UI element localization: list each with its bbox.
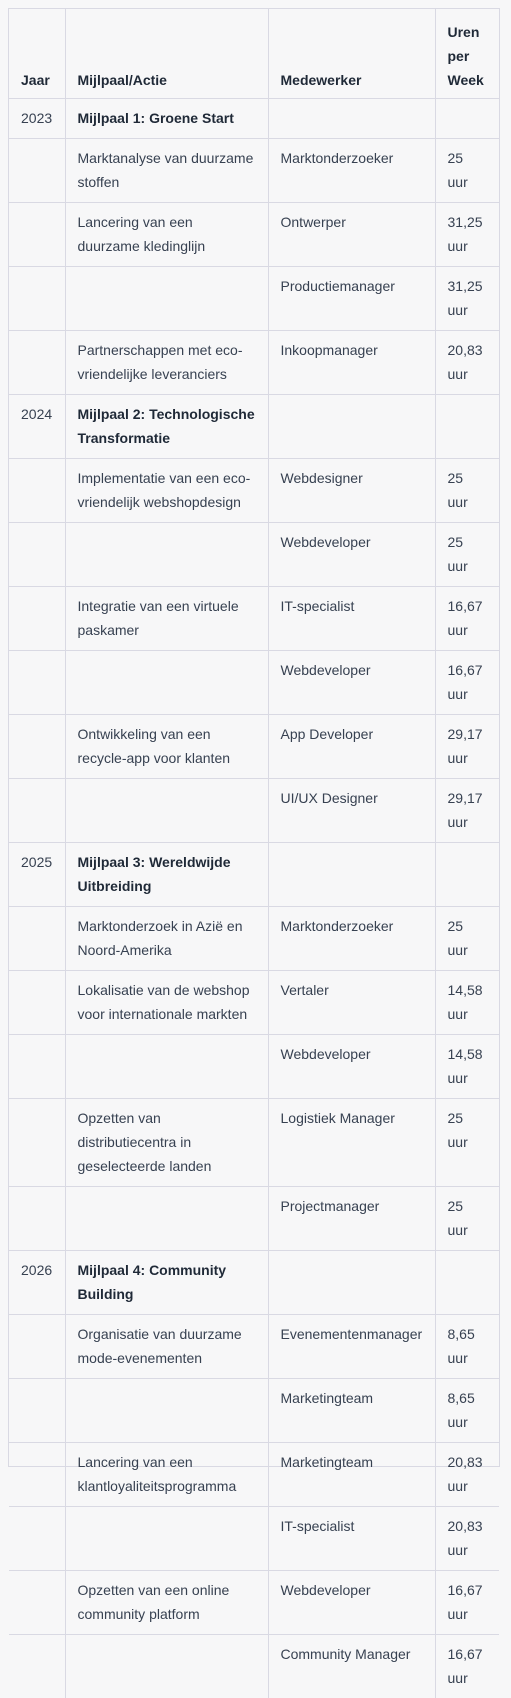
cell-jaar [9, 970, 65, 1034]
table-row [9, 1186, 499, 1250]
cell-medewerker: Inkoopmanager [268, 330, 435, 394]
cell-uren: 25 uur [435, 522, 499, 586]
cell-jaar [9, 586, 65, 650]
cell-actie: Implementatie van een eco-vriendelijk webshopdesign [65, 458, 268, 522]
cell-medewerker: Vertaler [268, 970, 435, 1034]
cell-actie: Marktanalyse van duurzame stoffen [65, 138, 268, 202]
cell-uren: 29,17 uur [435, 778, 499, 842]
table-row [9, 778, 499, 842]
header-jaar: Jaar [9, 9, 65, 98]
cell-jaar [9, 650, 65, 714]
cell-milestone-title: Mijlpaal 2: Technologische Transformatie [65, 394, 268, 458]
cell-uren: 14,58 uur [435, 1034, 499, 1098]
table-body [9, 98, 499, 1698]
cell-actie: Partnerschappen met eco-vriendelijke leveranciers [65, 330, 268, 394]
table-row [9, 650, 499, 714]
cell-uren: 25 uur [435, 1186, 499, 1250]
milestone-row [9, 98, 499, 138]
milestone-row [9, 842, 499, 906]
cell-jaar: 2025 [9, 842, 65, 906]
table-row [9, 1098, 499, 1186]
cell-uren [435, 394, 499, 458]
cell-uren: 16,67 uur [435, 650, 499, 714]
cell-medewerker [268, 842, 435, 906]
cell-medewerker: Webdeveloper [268, 1034, 435, 1098]
table-row [9, 1378, 499, 1442]
table-row [9, 586, 499, 650]
cell-medewerker: Productiemanager [268, 266, 435, 330]
cell-jaar [9, 1442, 65, 1506]
cell-medewerker: IT-specialist [268, 586, 435, 650]
cell-medewerker: Evenementenmanager [268, 1314, 435, 1378]
cell-medewerker: Webdeveloper [268, 522, 435, 586]
table-row [9, 266, 499, 330]
cell-jaar [9, 1034, 65, 1098]
cell-uren: 8,65 uur [435, 1314, 499, 1378]
cell-milestone-title: Mijlpaal 3: Wereldwijde Uitbreiding [65, 842, 268, 906]
cell-jaar [9, 778, 65, 842]
table-row [9, 1570, 499, 1634]
cell-uren: 16,67 uur [435, 586, 499, 650]
table-row [9, 714, 499, 778]
milestone-row [9, 394, 499, 458]
cell-actie [65, 266, 268, 330]
cell-jaar [9, 458, 65, 522]
table-row [9, 522, 499, 586]
cell-actie: Organisatie van duurzame mode-evenementen [65, 1314, 268, 1378]
table-row [9, 1506, 499, 1570]
cell-medewerker: Marktonderzoeker [268, 906, 435, 970]
cell-uren: 25 uur [435, 1098, 499, 1186]
cell-jaar [9, 266, 65, 330]
header-row [9, 9, 499, 98]
table-header [9, 9, 499, 98]
cell-medewerker: Marketingteam [268, 1442, 435, 1506]
cell-jaar [9, 1378, 65, 1442]
cell-uren: 25 uur [435, 138, 499, 202]
cell-actie: Lancering van een klantloyaliteitsprogramma [65, 1442, 268, 1506]
cell-jaar [9, 202, 65, 266]
cell-actie: Integratie van een virtuele paskamer [65, 586, 268, 650]
cell-actie: Opzetten van distributiecentra in geselecteerde landen [65, 1098, 268, 1186]
cell-uren: 29,17 uur [435, 714, 499, 778]
cell-jaar [9, 330, 65, 394]
cell-jaar [9, 1314, 65, 1378]
cell-actie: Ontwikkeling van een recycle-app voor klanten [65, 714, 268, 778]
cell-actie: Marktonderzoek in Azië en Noord-Amerika [65, 906, 268, 970]
header-medewerker: Medewerker [268, 9, 435, 98]
cell-uren: 25 uur [435, 458, 499, 522]
milestone-table [9, 9, 499, 1698]
cell-jaar [9, 1186, 65, 1250]
cell-uren [435, 1250, 499, 1314]
cell-medewerker: Marketingteam [268, 1378, 435, 1442]
cell-actie [65, 1506, 268, 1570]
milestone-table-container [8, 8, 500, 1686]
table-row [9, 1634, 499, 1698]
table-row [9, 458, 499, 522]
table-row [9, 330, 499, 394]
cell-jaar [9, 906, 65, 970]
cell-medewerker [268, 98, 435, 138]
table-row [9, 1442, 499, 1506]
cell-actie [65, 778, 268, 842]
cell-uren: 16,67 uur [447, 1645, 483, 1686]
cell-actie: Lancering van een duurzame kledinglijn [65, 202, 268, 266]
cell-actie: Lokalisatie van de webshop voor internationale markten [65, 970, 268, 1034]
cell-jaar: 2026 [9, 1250, 65, 1314]
cell-uren: 31,25 uur [435, 202, 499, 266]
cell-jaar [9, 714, 65, 778]
cell-medewerker: Webdeveloper [268, 1570, 435, 1634]
cell-uren [435, 842, 499, 906]
cell-actie [65, 522, 268, 586]
cell-uren: 16,67 uur [435, 1570, 499, 1634]
table-row [9, 906, 499, 970]
cell-jaar: 2023 [9, 98, 65, 138]
cell-actie: Opzetten van een online community platform [65, 1570, 268, 1634]
cell-uren: 20,83 uur [435, 1506, 499, 1570]
cell-medewerker: Webdesigner [268, 458, 435, 522]
cell-medewerker: App Developer [268, 714, 435, 778]
cell-jaar [9, 522, 65, 586]
cell-medewerker: IT-specialist [268, 1506, 435, 1570]
cell-medewerker [268, 394, 435, 458]
cell-medewerker: Community Manager [268, 1634, 435, 1698]
cell-medewerker: Logistiek Manager [268, 1098, 435, 1186]
cell-jaar [9, 138, 65, 202]
cell-uren: 31,25 uur [435, 266, 499, 330]
cell-medewerker: UI/UX Designer [268, 778, 435, 842]
cell-uren: 20,83 uur [435, 1442, 499, 1506]
cell-actie [65, 1378, 268, 1442]
cell-uren: 8,65 uur [435, 1378, 499, 1442]
cell-jaar [9, 1098, 65, 1186]
cell-milestone-title: Mijlpaal 1: Groene Start [65, 98, 268, 138]
cell-jaar: 2024 [9, 394, 65, 458]
cell-medewerker: Ontwerper [268, 202, 435, 266]
cell-uren: 14,58 uur [435, 970, 499, 1034]
cell-actie [65, 1034, 268, 1098]
milestone-row [9, 1250, 499, 1314]
cell-actie [65, 650, 268, 714]
cell-uren [435, 98, 499, 138]
table-row [9, 970, 499, 1034]
cell-medewerker: Marktonderzoeker [268, 138, 435, 202]
cell-medewerker: Webdeveloper [268, 650, 435, 714]
table-row [9, 138, 499, 202]
cell-jaar [9, 1506, 65, 1570]
cell-jaar [9, 1634, 65, 1698]
cell-uren: 25 uur [435, 906, 499, 970]
cell-actie [65, 1186, 268, 1250]
table-row [9, 1034, 499, 1098]
table-row [9, 202, 499, 266]
table-row [9, 1314, 499, 1378]
cell-jaar [9, 1570, 65, 1634]
cell-actie [65, 1634, 268, 1698]
cell-medewerker [268, 1250, 435, 1314]
cell-uren: 20,83 uur [435, 330, 499, 394]
header-mijlpaal-actie: Mijlpaal/Actie [65, 9, 268, 98]
header-uren-per-week: Uren per Week [435, 9, 499, 98]
cell-milestone-title: Mijlpaal 4: Community Building [65, 1250, 268, 1314]
cell-medewerker: Projectmanager [268, 1186, 435, 1250]
